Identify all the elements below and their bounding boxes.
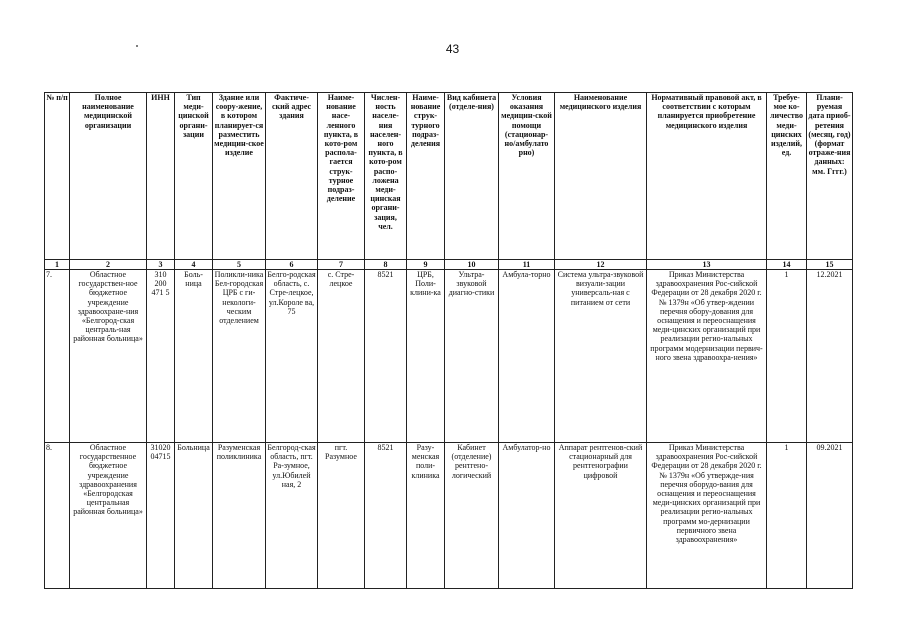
organization-type-cell: Больница (175, 443, 213, 589)
address-cell: Белго-родская область, с. Стре-лецкое, ул.Короле ва, 75 (266, 270, 318, 443)
header-cell: Здание или соору-жение, в котором планирует-ся разместить медицин-ское изделие (213, 93, 266, 260)
medical-equipment-table (44, 92, 853, 589)
column-number: 12 (555, 260, 647, 270)
address-cell: Белгород-ская область, пгт. Ра-зумное, ул.Юбилей ная, 2 (266, 443, 318, 589)
population-cell: 8521 (365, 270, 407, 443)
settlement-cell: с. Стре-лецкое (318, 270, 365, 443)
table-row (45, 270, 853, 443)
header-row (45, 93, 853, 260)
column-number: 14 (767, 260, 807, 270)
column-number: 8 (365, 260, 407, 270)
column-number: 9 (407, 260, 445, 270)
legal-act-cell: Приказ Министерства здравоохранения Рос-сийской Федерации от 28 декабря 2020 г. № 1379н «Об утвер-ждении перечня обору-дования для оснащения и переоснащения меди-цинских организаций при реализации регио-нальных программ модернизации первич-ного звена здравоохра-нения» (647, 270, 767, 443)
care-conditions-cell: Амбулатор-но (499, 443, 555, 589)
inn-cell: 31020 04715 (147, 443, 175, 589)
column-number-row (45, 260, 853, 270)
building-cell: Поликли-ника Бел-городская ЦРБ с ги-некологи-ческим отделением (213, 270, 266, 443)
column-number: 11 (499, 260, 555, 270)
row-number-cell: 8. (45, 443, 70, 589)
organization-name-cell: Областное государствен-ное бюджетное учреждение здравоохране-ния «Белгород-ская централь-ная районная больница» (70, 270, 147, 443)
header-cell: Вид кабинета (отделе-ния) (445, 93, 499, 260)
column-number: 2 (70, 260, 147, 270)
subdivision-cell: ЦРБ, Поли-клини-ка (407, 270, 445, 443)
header-cell: Наименование медицинского изделия (555, 93, 647, 260)
department-type-cell: Ультра-звуковой диагно-стики (445, 270, 499, 443)
header-cell: ИНН (147, 93, 175, 260)
device-name-cell: Аппарат рентгенов-ский стационарный для рентгенографии цифровой (555, 443, 647, 589)
organization-type-cell: Боль-ница (175, 270, 213, 443)
legal-act-cell: Приказ Министерства здравоохранения Рос-сийской Федерации от 28 декабря 2020 г. № 1379н «Об утвержде-ния перечня оборудо-вания для оснащения и переоснащения меди-цинских организаций при реализации регио-нальных программ мо-дернизации первичного звена здравоохранения» (647, 443, 767, 589)
column-number: 15 (807, 260, 853, 270)
care-conditions-cell: Амбула-торно (499, 270, 555, 443)
header-cell: Тип меди-цинской органи-зации (175, 93, 213, 260)
settlement-cell: пгт. Разумное (318, 443, 365, 589)
header-cell: Фактиче-ский адрес здания (266, 93, 318, 260)
header-cell: Требуе-мое ко-личество меди-цинских изделий, ед. (767, 93, 807, 260)
header-cell: Наиме-нование насе-ленного пункта, в кото-ром распола-гается струк-турное подраз-деление (318, 93, 365, 260)
column-number: 10 (445, 260, 499, 270)
page-number: 43 (445, 42, 460, 56)
purchase-date-cell: 09.2021 (807, 443, 853, 589)
quantity-cell: 1 (767, 270, 807, 443)
header-cell: Условия оказания медицин-ской помощи (стационар-но/амбулато рно) (499, 93, 555, 260)
column-number: 7 (318, 260, 365, 270)
device-name-cell: Система ультра-звуковой визуали-зации универсаль-ная с питанием от сети (555, 270, 647, 443)
table-row (45, 443, 853, 589)
header-cell: Нормативный правовой акт, в соответствии с которым планируется приобретение медицинского изделия (647, 93, 767, 260)
quantity-cell: 1 (767, 443, 807, 589)
column-number: 13 (647, 260, 767, 270)
row-number-cell: 7. (45, 270, 70, 443)
column-number: 4 (175, 260, 213, 270)
column-number: 6 (266, 260, 318, 270)
column-number: 5 (213, 260, 266, 270)
population-cell: 8521 (365, 443, 407, 589)
header-cell: Числен-ность населе-ния населен-ного пункта, в кото-ром распо-ложена меди-цинская органи-зация, чел. (365, 93, 407, 260)
building-cell: Разуменская поликлиника (213, 443, 266, 589)
department-type-cell: Кабинет (отделение) рентгено-логический (445, 443, 499, 589)
header-cell: Полное наименование медицинской организации (70, 93, 147, 260)
inn-cell: 310 200 471 5 (147, 270, 175, 443)
column-number: 1 (45, 260, 70, 270)
header-cell: Наиме-нование струк-турного подраз-деления (407, 93, 445, 260)
header-cell: Плани-руемая дата приоб-ретения (месяц, год) (формат отраже-ния данных: мм. Гггг.) (807, 93, 853, 260)
header-cell: № п/п (45, 93, 70, 260)
purchase-date-cell: 12.2021 (807, 270, 853, 443)
subdivision-cell: Разу-менская поли-клиника (407, 443, 445, 589)
organization-name-cell: Областное государственное бюджетное учреждение здравоохранения «Белгородская центральная районная больница» (70, 443, 147, 589)
scan-speck (136, 45, 138, 47)
column-number: 3 (147, 260, 175, 270)
